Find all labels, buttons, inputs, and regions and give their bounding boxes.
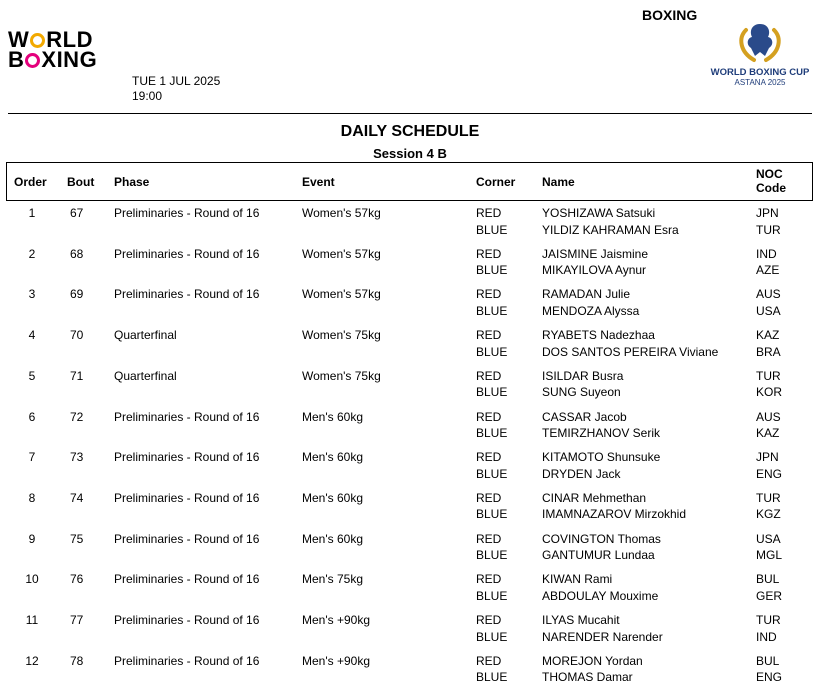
red-corner-label: RED (476, 409, 502, 424)
blue-noc-code: GER (756, 588, 783, 603)
table-cell (70, 449, 83, 466)
red-corner-label: RED (476, 653, 502, 668)
world-boxing-logo (8, 27, 98, 72)
table-cell (70, 490, 83, 507)
blue-boxer-name: SUNG Suyeon (542, 385, 621, 400)
bout-order: 4 (28, 328, 36, 343)
table-cell (476, 531, 507, 564)
bout-number: 67 (70, 206, 84, 220)
blue-noc-code: KOR (756, 385, 783, 400)
red-noc-code: AUS (756, 287, 781, 302)
red-boxer-name: ILYAS Mucahit (542, 613, 620, 627)
bout-phase: Quarterfinal (114, 328, 177, 343)
table-cell (114, 368, 177, 385)
bout-event: Men's 75kg (302, 572, 363, 587)
blue-corner-label: BLUE (476, 548, 508, 563)
red-boxer-name: MOREJON Yordan (542, 653, 643, 668)
red-noc-code: BUL (756, 653, 780, 668)
blue-noc-code: KAZ (756, 426, 780, 440)
logo-ring-o-icon (25, 53, 40, 68)
blue-boxer-name: THOMAS Damar (542, 670, 633, 685)
red-noc-code: TUR (756, 490, 781, 505)
table-cell (476, 327, 507, 360)
table-cell (476, 205, 507, 238)
red-corner-label: RED (476, 490, 502, 505)
bout-order: 10 (25, 572, 39, 587)
table-row (0, 409, 820, 449)
sport-label: BOXING (642, 7, 698, 23)
bout-phase: Preliminaries - Round of 16 (114, 572, 260, 587)
red-corner-label: RED (476, 287, 502, 302)
table-row (0, 327, 820, 367)
table-row (0, 286, 820, 326)
column-header-phase: Phase (114, 175, 150, 189)
table-cell (302, 286, 381, 303)
table-cell (756, 531, 782, 564)
red-boxer-name: JAISMINE Jaismine (542, 246, 649, 261)
blue-corner-label: BLUE (476, 344, 508, 359)
table-cell (476, 286, 507, 319)
red-boxer-name: COVINGTON Thomas (542, 531, 661, 546)
blue-noc-code: MGL (756, 548, 783, 563)
blue-boxer-name: TEMIRZHANOV Serik (542, 426, 661, 440)
blue-corner-label: BLUE (476, 507, 508, 522)
blue-boxer-name: DRYDEN Jack (542, 466, 621, 481)
world-boxing-cup-logo (706, 20, 814, 87)
table-cell (18, 368, 46, 385)
schedule-date: TUE 1 JUL 2025 (132, 74, 221, 88)
table-cell (70, 205, 83, 222)
table-cell (756, 653, 782, 686)
table-cell (542, 653, 643, 686)
bout-phase: Preliminaries - Round of 16 (114, 287, 260, 302)
table-cell (542, 571, 658, 604)
blue-noc-code: ENG (756, 466, 783, 481)
table-cell (756, 490, 781, 523)
bout-event: Women's 75kg (302, 368, 381, 383)
table-cell (542, 612, 663, 645)
bout-event: Men's 60kg (302, 490, 363, 505)
table-cell (18, 327, 46, 344)
table-cell (114, 653, 259, 670)
table-cell (756, 286, 781, 319)
bout-order: 11 (25, 613, 39, 627)
header-divider (8, 113, 812, 114)
table-row (0, 612, 820, 652)
cup-name: WORLD BOXING CUP (710, 67, 810, 78)
red-noc-code: TUR (756, 613, 781, 627)
column-header-bout: Bout (67, 175, 95, 189)
bout-phase: Preliminaries - Round of 16 (114, 613, 260, 627)
table-cell (302, 327, 381, 344)
red-noc-code: TUR (756, 368, 781, 383)
red-corner-label: RED (476, 206, 502, 220)
schedule-datetime (132, 74, 220, 104)
blue-boxer-name: MENDOZA Alyssa (542, 303, 640, 318)
table-cell (542, 286, 639, 319)
table-cell (302, 409, 363, 426)
bout-event: Men's 60kg (302, 450, 363, 465)
table-cell (114, 409, 259, 426)
table-cell (70, 409, 83, 426)
table-cell (756, 205, 781, 238)
red-noc-code: IND (756, 246, 777, 261)
table-cell (542, 205, 679, 238)
logo-ring-o-icon (30, 33, 45, 48)
red-corner-label: RED (476, 328, 502, 343)
bout-number: 70 (70, 328, 84, 343)
red-boxer-name: RYABETS Nadezhaa (542, 328, 655, 343)
table-cell (756, 246, 779, 279)
table-cell (476, 612, 507, 645)
table-cell (18, 409, 46, 426)
table-cell (302, 490, 363, 507)
table-cell (542, 449, 660, 482)
blue-corner-label: BLUE (476, 588, 508, 603)
table-cell (18, 490, 46, 507)
bout-number: 72 (70, 409, 84, 424)
red-boxer-name: KIWAN Rami (542, 572, 613, 587)
blue-boxer-name: IMAMNAZAROV Mirzokhid (542, 507, 687, 522)
bout-phase: Preliminaries - Round of 16 (114, 653, 260, 668)
table-cell (70, 286, 83, 303)
blue-boxer-name: GANTUMUR Lundaa (542, 548, 655, 563)
bout-number: 73 (70, 450, 84, 465)
session-label: Session 4 B (373, 146, 447, 161)
bout-phase: Preliminaries - Round of 16 (114, 531, 260, 546)
blue-boxer-name: ABDOULAY Mouxime (542, 588, 659, 603)
table-cell (114, 286, 259, 303)
blue-corner-label: BLUE (476, 426, 508, 440)
table-cell (302, 531, 363, 548)
table-row (0, 368, 820, 408)
document-title: DAILY SCHEDULE (340, 123, 480, 140)
table-cell (302, 571, 363, 588)
bout-number: 69 (70, 287, 84, 302)
table-cell (476, 409, 507, 442)
red-noc-code: JPN (756, 206, 779, 220)
red-noc-code: JPN (756, 450, 779, 465)
table-cell (756, 368, 782, 401)
bout-order: 3 (28, 287, 36, 302)
bout-number: 76 (70, 572, 84, 587)
eagle-laurel-icon (732, 20, 788, 66)
bout-phase: Quarterfinal (114, 368, 177, 383)
table-cell (114, 571, 259, 588)
table-cell (756, 409, 781, 442)
table-row (0, 531, 820, 571)
red-corner-label: RED (476, 246, 502, 261)
table-cell (542, 531, 661, 564)
table-cell (756, 327, 781, 360)
bout-order: 12 (25, 653, 39, 668)
bout-number: 75 (70, 531, 84, 546)
blue-corner-label: BLUE (476, 466, 508, 481)
table-cell (302, 612, 370, 629)
blue-noc-code: BRA (756, 344, 781, 359)
bout-order: 7 (28, 450, 36, 465)
table-cell (756, 571, 782, 604)
table-cell (18, 286, 46, 303)
bout-event: Women's 75kg (302, 328, 381, 343)
table-cell (302, 653, 370, 670)
blue-noc-code: TUR (756, 222, 781, 237)
bout-phase: Preliminaries - Round of 16 (114, 490, 260, 505)
red-corner-label: RED (476, 450, 502, 465)
column-header-order: Order (14, 175, 47, 189)
bout-number: 68 (70, 246, 84, 261)
table-cell (542, 327, 718, 360)
blue-noc-code: ENG (756, 670, 783, 685)
table-row (0, 653, 820, 693)
blue-boxer-name: DOS SANTOS PEREIRA Viviane (542, 344, 719, 359)
bout-order: 9 (28, 531, 36, 546)
table-row (0, 571, 820, 611)
table-cell (114, 246, 259, 263)
table-cell (70, 368, 83, 385)
red-boxer-name: RAMADAN Julie (542, 287, 631, 302)
cup-city: ASTANA 2025 (734, 78, 786, 87)
table-cell (18, 612, 46, 629)
blue-boxer-name: MIKAYILOVA Aynur (542, 263, 647, 278)
red-corner-label: RED (476, 613, 502, 627)
blue-corner-label: BLUE (476, 670, 508, 685)
table-cell (476, 571, 507, 604)
bout-event: Men's +90kg (302, 653, 370, 668)
bout-event: Women's 57kg (302, 287, 381, 302)
table-cell (476, 449, 507, 482)
bout-phase: Preliminaries - Round of 16 (114, 246, 260, 261)
table-cell (476, 653, 507, 686)
red-boxer-name: CINAR Mehmethan (542, 490, 647, 505)
table-cell (70, 653, 83, 670)
table-cell (18, 449, 46, 466)
column-header-event: Event (302, 175, 335, 189)
blue-corner-label: BLUE (476, 222, 508, 237)
bout-phase: Preliminaries - Round of 16 (114, 409, 260, 424)
column-header-name: Name (542, 175, 575, 189)
logo-line-boxing: B XING (8, 47, 98, 72)
red-corner-label: RED (476, 368, 502, 383)
blue-noc-code: IND (756, 629, 777, 644)
logo-line-world: W RLD (8, 27, 93, 52)
bout-event: Men's 60kg (302, 409, 363, 424)
table-cell (18, 531, 46, 548)
table-cell (302, 368, 381, 385)
table-cell (542, 490, 686, 523)
red-corner-label: RED (476, 572, 502, 587)
red-corner-label: RED (476, 531, 502, 546)
table-row (0, 449, 820, 489)
blue-corner-label: BLUE (476, 629, 508, 644)
table-cell (70, 246, 83, 263)
table-header (6, 162, 813, 201)
red-boxer-name: YOSHIZAWA Satsuki (542, 206, 656, 220)
bout-order: 8 (28, 490, 36, 505)
blue-corner-label: BLUE (476, 303, 508, 318)
bout-event: Women's 57kg (302, 206, 381, 220)
table-cell (542, 368, 623, 401)
table-cell (70, 327, 83, 344)
red-noc-code: AUS (756, 409, 781, 424)
bout-number: 71 (70, 368, 84, 383)
table-cell (756, 449, 782, 482)
bout-number: 77 (70, 613, 84, 627)
table-cell (70, 612, 83, 629)
table-cell (114, 327, 177, 344)
bout-event: Men's 60kg (302, 531, 363, 546)
blue-boxer-name: YILDIZ KAHRAMAN Esra (542, 222, 679, 237)
bout-number: 74 (70, 490, 84, 505)
bout-order: 1 (28, 206, 36, 220)
bout-order: 2 (28, 246, 36, 261)
table-cell (114, 531, 259, 548)
column-header-corner: Corner (476, 175, 516, 189)
table-row (0, 490, 820, 530)
red-noc-code: USA (756, 531, 781, 546)
table-row (0, 205, 820, 245)
table-cell (302, 449, 363, 466)
table-cell (18, 571, 46, 588)
blue-noc-code: USA (756, 303, 781, 318)
bout-order: 5 (28, 368, 36, 383)
table-cell (18, 205, 46, 222)
table-cell (542, 246, 648, 279)
table-cell (114, 490, 259, 507)
table-cell (302, 246, 381, 263)
red-boxer-name: ISILDAR Busra (542, 368, 624, 383)
bout-event: Men's +90kg (302, 613, 370, 627)
bout-event: Women's 57kg (302, 246, 381, 261)
column-header-noc: NOC Code (756, 167, 786, 195)
table-cell (542, 409, 660, 442)
bout-order: 6 (28, 409, 36, 424)
red-boxer-name: KITAMOTO Shunsuke (542, 450, 661, 465)
bout-phase: Preliminaries - Round of 16 (114, 206, 260, 220)
schedule-time: 19:00 (132, 89, 163, 103)
table-cell (476, 490, 507, 523)
red-noc-code: BUL (756, 572, 780, 587)
table-cell (18, 653, 46, 670)
blue-corner-label: BLUE (476, 385, 508, 400)
red-boxer-name: CASSAR Jacob (542, 409, 627, 424)
table-cell (756, 612, 781, 645)
table-cell (476, 246, 507, 279)
bout-phase: Preliminaries - Round of 16 (114, 450, 260, 465)
blue-noc-code: AZE (756, 263, 780, 278)
red-noc-code: KAZ (756, 328, 780, 343)
table-cell (302, 205, 381, 222)
table-cell (114, 205, 259, 222)
table-cell (70, 571, 83, 588)
table-cell (114, 449, 259, 466)
blue-noc-code: KGZ (756, 507, 781, 522)
table-cell (18, 246, 46, 263)
table-row (0, 246, 820, 286)
blue-corner-label: BLUE (476, 263, 508, 278)
table-cell (114, 612, 259, 629)
table-cell (70, 531, 83, 548)
blue-boxer-name: NARENDER Narender (542, 629, 663, 644)
bout-number: 78 (70, 653, 84, 668)
table-cell (476, 368, 507, 401)
